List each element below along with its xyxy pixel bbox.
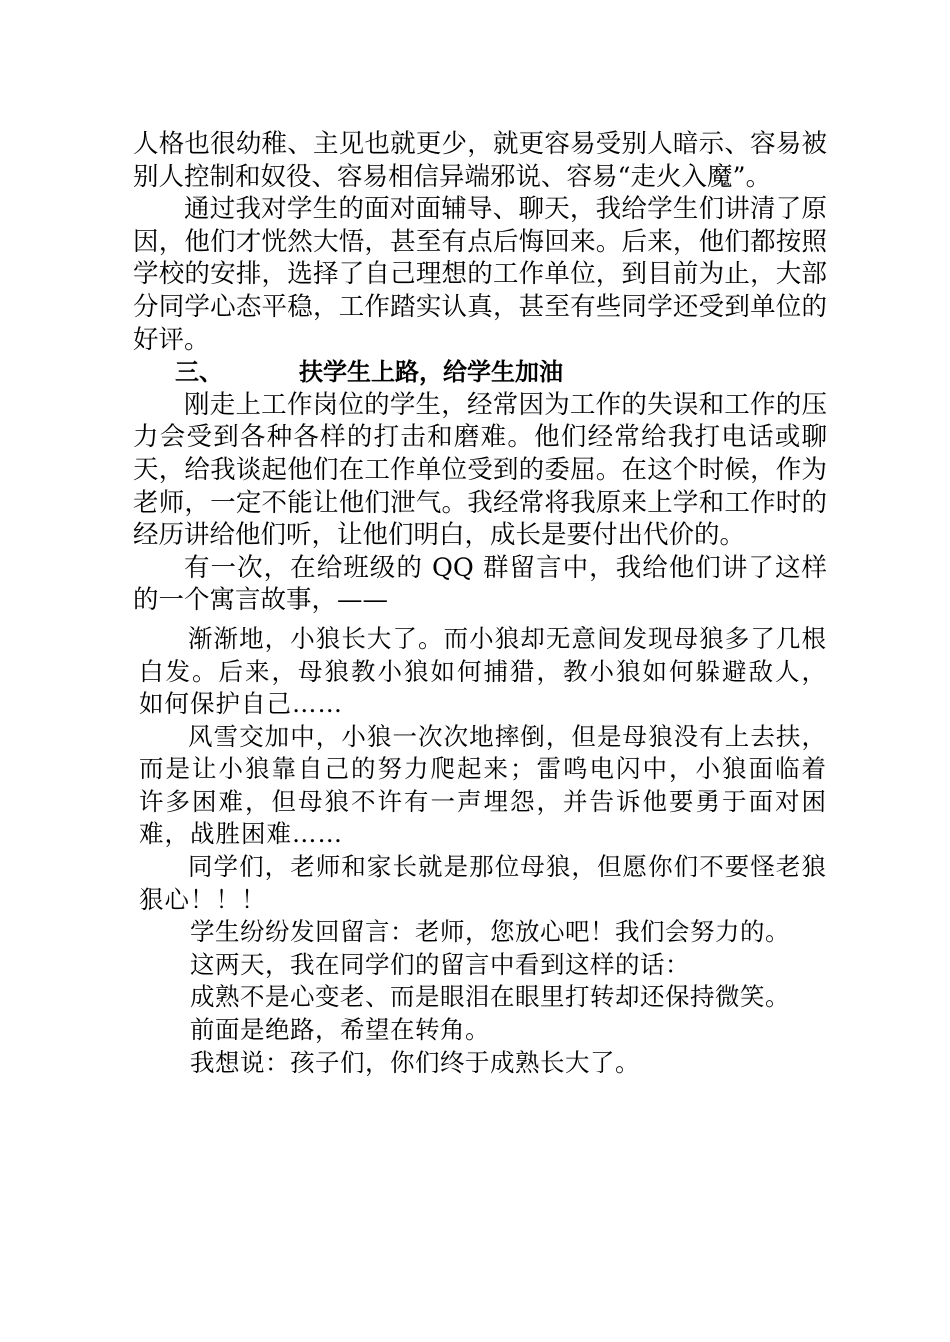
story-paragraph-1: 渐渐地，小狼长大了。而小狼却无意间发现母狼多了几根白发。后来，母狼教小狼如何捕猎，教小狼如何躲避敌人，如何保护自己……	[139, 623, 827, 719]
paragraph-work-pressure: 刚走上工作岗位的学生，经常因为工作的失误和工作的压力会受到各种各样的打击和磨难。他们经常给我打电话或聊天，给我谈起他们在工作单位受到的委屈。在这个时候，作为老师，一定不能让他们泄气。我经常将我原来上学和工作时的经历讲给他们听，让他们明白，成长是要付出代价的。	[133, 389, 827, 551]
paragraph-qq-message: 有一次，在给班级的 QQ 群留言中，我给他们讲了这样的一个寓言故事，——	[133, 552, 827, 616]
paragraph-continuation: 人格也很幼稚、主见也就更少，就更容易受别人暗示、容易被别人控制和奴役、容易相信异端邪说、容易“走火入魔”。	[133, 129, 827, 192]
story-paragraph-3: 同学们，老师和家长就是那位母狼，但愿你们不要怪老狼狠心！！！	[139, 852, 827, 914]
closing-line-4: 前面是绝路，希望在转角。	[190, 1015, 490, 1045]
document-page	[133, 128, 827, 1079]
closing-line-1: 学生纷纷发回留言：老师，您放心吧！我们会努力的。	[190, 917, 790, 947]
closing-line-3: 成熟不是心变老、而是眼泪在眼里打转却还保持微笑。	[190, 982, 790, 1012]
section-number: 三、	[175, 358, 223, 387]
story-paragraph-2: 风雪交加中，小狼一次次地摔倒，但是母狼没有上去扶，而是让小狼靠自己的努力爬起来；雷鸣电闪中，小狼面临着许多困难，但母狼不许有一声埋怨，并告诉他要勇于面对困难，战胜困难……	[139, 721, 827, 849]
paragraph-guidance: 通过我对学生的面对面辅导、聊天，我给学生们讲清了原因，他们才恍然大悟，甚至有点后悔回来。后来，他们都按照学校的安排，选择了自己理想的工作单位，到目前为止，大部分同学心态平稳，工作踏实认真，甚至有些同学还受到单位的好评。	[133, 194, 827, 355]
section-title: 扶学生上路，给学生加油	[299, 358, 563, 387]
section-heading	[133, 356, 827, 389]
closing-line-5: 我想说：孩子们，你们终于成熟长大了。	[190, 1047, 640, 1077]
closing-line-2: 这两天，我在同学们的留言中看到这样的话：	[190, 949, 690, 979]
